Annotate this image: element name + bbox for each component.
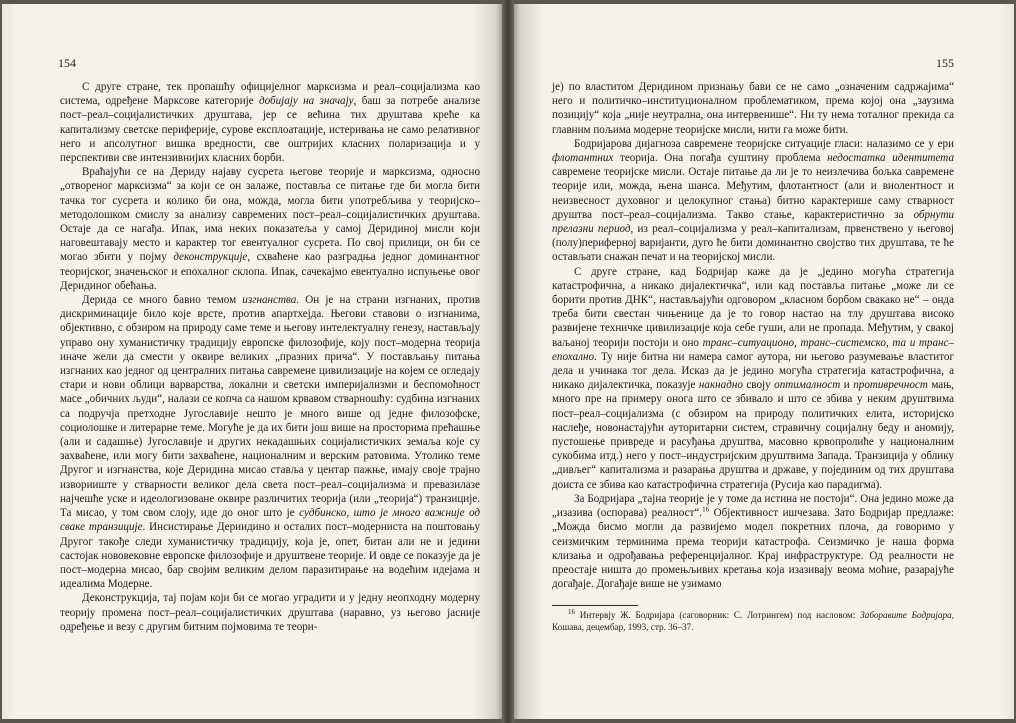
right-page: [514, 4, 1014, 719]
text-run: За Бодријара „тајна теорије је у томе да истина не постоји“. Она једино може да „изазива (оспорава) реалност“.: [552, 492, 954, 520]
italic-phrase: Заборавите Бодријара: [860, 610, 952, 621]
text-run: С друге стране, тек пропашћу официјелног марксизма и реал–социјализма као система, одређене Марксове категорије: [60, 81, 480, 108]
italic-phrase: недостатка идентитета: [827, 152, 954, 165]
left-page-body: [60, 80, 480, 634]
text-run: мањ, много пре на примеру онога што се збивало и што се збива у неким друштвима пост–реал–социјализма (с обзиром на природу политичких елита, историјско наслеђе, новонастајући ауторитарни систем, стравичну социјалну беду и аномију, пустошење привреде и расуђања друштва, масовно крвопролиће у националним сукобима итд.) него у пост–индустријским друштвима Запада. Транзиција у облику „дивљег“ капитализма и разарања друштва и државе, у појединим од тих друштава доиста се збива као катастрофична стратегија (Русија као парадигма).: [552, 379, 955, 491]
footnote-rule: [552, 605, 638, 606]
text-run: Деконструкција, тај појам који би се могао уградити и у једну неопходну модерну теорију промена пост–реал–социјалистичких друштава (наравно, уз његово јасније одређење и везу с другим битним појмовима те теори-: [60, 592, 480, 633]
text-run: ,: [346, 507, 354, 520]
text-run: Објективност ишчезава. Зато Бодријар предлаже: „Можда бисмо могли да развијемо модел покретних плоча, да говоримо у сеизмичким терминима према теорији катастрофа. Сеизмичко је наша форма клизања и одрођавања референцијалног. Крај инфраструктуре. Од реалности не преостаје ништа до промењљивих кретања која изазивају веома моћне, разарајуће догађаје. Догађаје више не узимамо: [552, 507, 954, 591]
text-run: . Он је на страни изгнаних, против дискриминације било које врсте, против апартхејда. Његови ставови о изгнанима, објективно, с обзиром на природу саме теме и његову интелектуалну генезу, настављају управо ону хуманистичку традицију европске филозофије, коју пост–модерна теорија иначе жели да смести у оквире великих „празних прича“. У постављању питања изгнаних као једног од централних питања савремене цивилизације на којем се огледају стари и нови облици варварства, локални и светски империјализми и беспомоћност масе „обичних људи“, налази се копча са нашом крвавом стварношћу: судбина изгнаних са подручја претходне Југославије нешто је много више од једне филозофске, социолошке и литерарне теме. Могуће је да их бити још више на просторима прећашње (али и садашње) Југославије и других некадашњих социјалистичких земаља које су захваћене, или могу бити захваћене, националним и верским ратовима. Утолико теме Другог и изгнанства, које Деридина мисао ставља у центар пажње, имају своје трајно изворииште у стварности великог дела света пост–реал–социјализма и превазилазе најчешће уске и идеологизоване оквире различитих теорија (или „теорија“) транзиције. Та мисао, у том свом слоју, иде до оног што је: [60, 294, 480, 520]
italic-phrase: накнадно: [698, 379, 743, 392]
text-run: и: [840, 379, 854, 392]
left-page: [2, 4, 502, 719]
right-page-body: [552, 80, 954, 591]
italic-phrase: судбинско: [299, 507, 347, 520]
italic-phrase: флотантних: [552, 152, 614, 165]
footnote: [552, 610, 954, 633]
text-run: С друге стране, кад Бодријар каже да је „једино могућа стратегија катастрофична, а никако дијалектичка“, или кад поставља питање „може ли се борити против ДНК“, настављајући одговором „класном борбом свакако не“ – онда треба бити свестан чињенице да је то говор настао на тлу друштава високо развијене техничке цивилизације која себе гуши, али не пропада. Међутим, у свакој ваљаној теорији постоји и оно: [552, 265, 954, 349]
paragraph: [60, 591, 480, 634]
footnote-marker: 16: [568, 608, 575, 617]
paragraph: [60, 80, 480, 165]
text-run: је) по властитом Деридином признању бави се не само „означеним садржајима“ него и политичко–институционалном проблематиком, према којој она „заузима позицију“ која „није неутрална, она интервенише“. Ни ту нема тоталног прекида са главним пољима модерне теоријске мисли, нити га може бити.: [552, 81, 954, 136]
italic-phrase: оптималност: [774, 379, 841, 392]
paragraph: [60, 165, 480, 293]
text-run: теорија. Она погађа суштину проблема: [613, 152, 828, 165]
page-number: 154: [58, 56, 76, 70]
text-run: , Кошава, децембар, 1993, стр. 36–37.: [552, 610, 954, 632]
text-run: савремене теоријске мисли. Остаје питање да ли је то неизлечива бољка савремене теорије или, можда, њена шанса. Међутим, флотантност (али и виолентност и неизвесност духовног и целокупног стања) битно карактерише саму стварност друштва пост–реал–социјализма. Такво стање, карактеристично за: [552, 166, 954, 221]
paragraph: [552, 265, 954, 492]
text-run: . Ту није битна ни намера самог аутора, ни његово разумевање властитог дела и учинака тог дела. Исказ да је једино могућа стратегија катастрофична, а никако дијалектичка, показује: [552, 350, 954, 392]
text-run: Дерида се много бавио темом: [82, 294, 243, 307]
italic-phrase: транс–ситуационо, транс–системско, та и транс–епохално: [552, 336, 955, 363]
paragraph: [552, 80, 954, 137]
page-number: 155: [936, 56, 954, 70]
text-run: , из реал–социјализма у реал–капитализам, првенствено у његовој (полу)периферној варијанти, дуго ће бити доминантно својство тих друштава, те ће остављати снажан печат и на теоријској мисли.: [552, 223, 954, 264]
italic-phrase: противречност: [853, 379, 928, 392]
italic-phrase: изгнанства: [242, 294, 297, 307]
book-gutter: [502, 0, 514, 723]
text-run: , баш за потребе анализе пост–реал–социјалистичких друштава, јер се већина тих друштава креће ка капитализму светске периферије, сурове експлоатације, истеривања не само релативног него и апсолутног вишка вредности, све оштријих класних поларизација и у перспективи све интензивнијих класних борби.: [60, 95, 480, 165]
text-run: Бодријарова дијагноза савремене теоријске ситуације гласи: налазимо се у ери: [574, 137, 954, 150]
italic-phrase: добијају на значају: [259, 95, 354, 108]
text-run: , схваћене као разградња једног доминантног теоријског, значењског и епохалног склопа. Ипак, сачекајмо евентуално испуњење овог Деридиног обећања.: [60, 251, 480, 292]
paragraph: [60, 293, 480, 591]
italic-phrase: што је много важније од сваке транзиције: [60, 507, 480, 534]
text-run: Враћајући се на Дериду најаву сусрета његове теорије и марксизма, односно „отвореног марксизма“ за који се он залаже, поставља се питање где би могла бити тачка тог сусрета и колико би она, можда, могла бити употребљива у теоријско–методолошком смислу за анализу савремених пост–реал–социјалистичких друштава. Остаје да се нагађа. Ипак, има неких показатеља у самој Деридиној мисли који наговештавају место и карактер тог евентуалног сусрета. По свој прилици, он би се могао збити у појму: [60, 166, 480, 264]
italic-phrase: обрнути прелазни период: [552, 208, 954, 236]
footnote-marker: 16: [702, 505, 710, 514]
text-run: Интервју Ж. Бодријара (саговорник: С. Лотрингем) под насловом:: [575, 610, 861, 621]
paragraph: [552, 137, 954, 265]
italic-phrase: деконструкције: [173, 251, 248, 264]
text-run: . Инсистирање Дериидино и осталих пост–модерниста на поштовању Другог такође следи хуманистичку традицију, која је, опет, битан али не и једини састојак нововековне европске филозофије и друштвене теорије. И овде се показује да је пост–модерна мисао, бар својим великим делом паразитирање на водећим идејама и идеалима Модерне.: [60, 521, 481, 591]
paragraph: [552, 492, 954, 591]
text-run: своју: [742, 379, 775, 392]
